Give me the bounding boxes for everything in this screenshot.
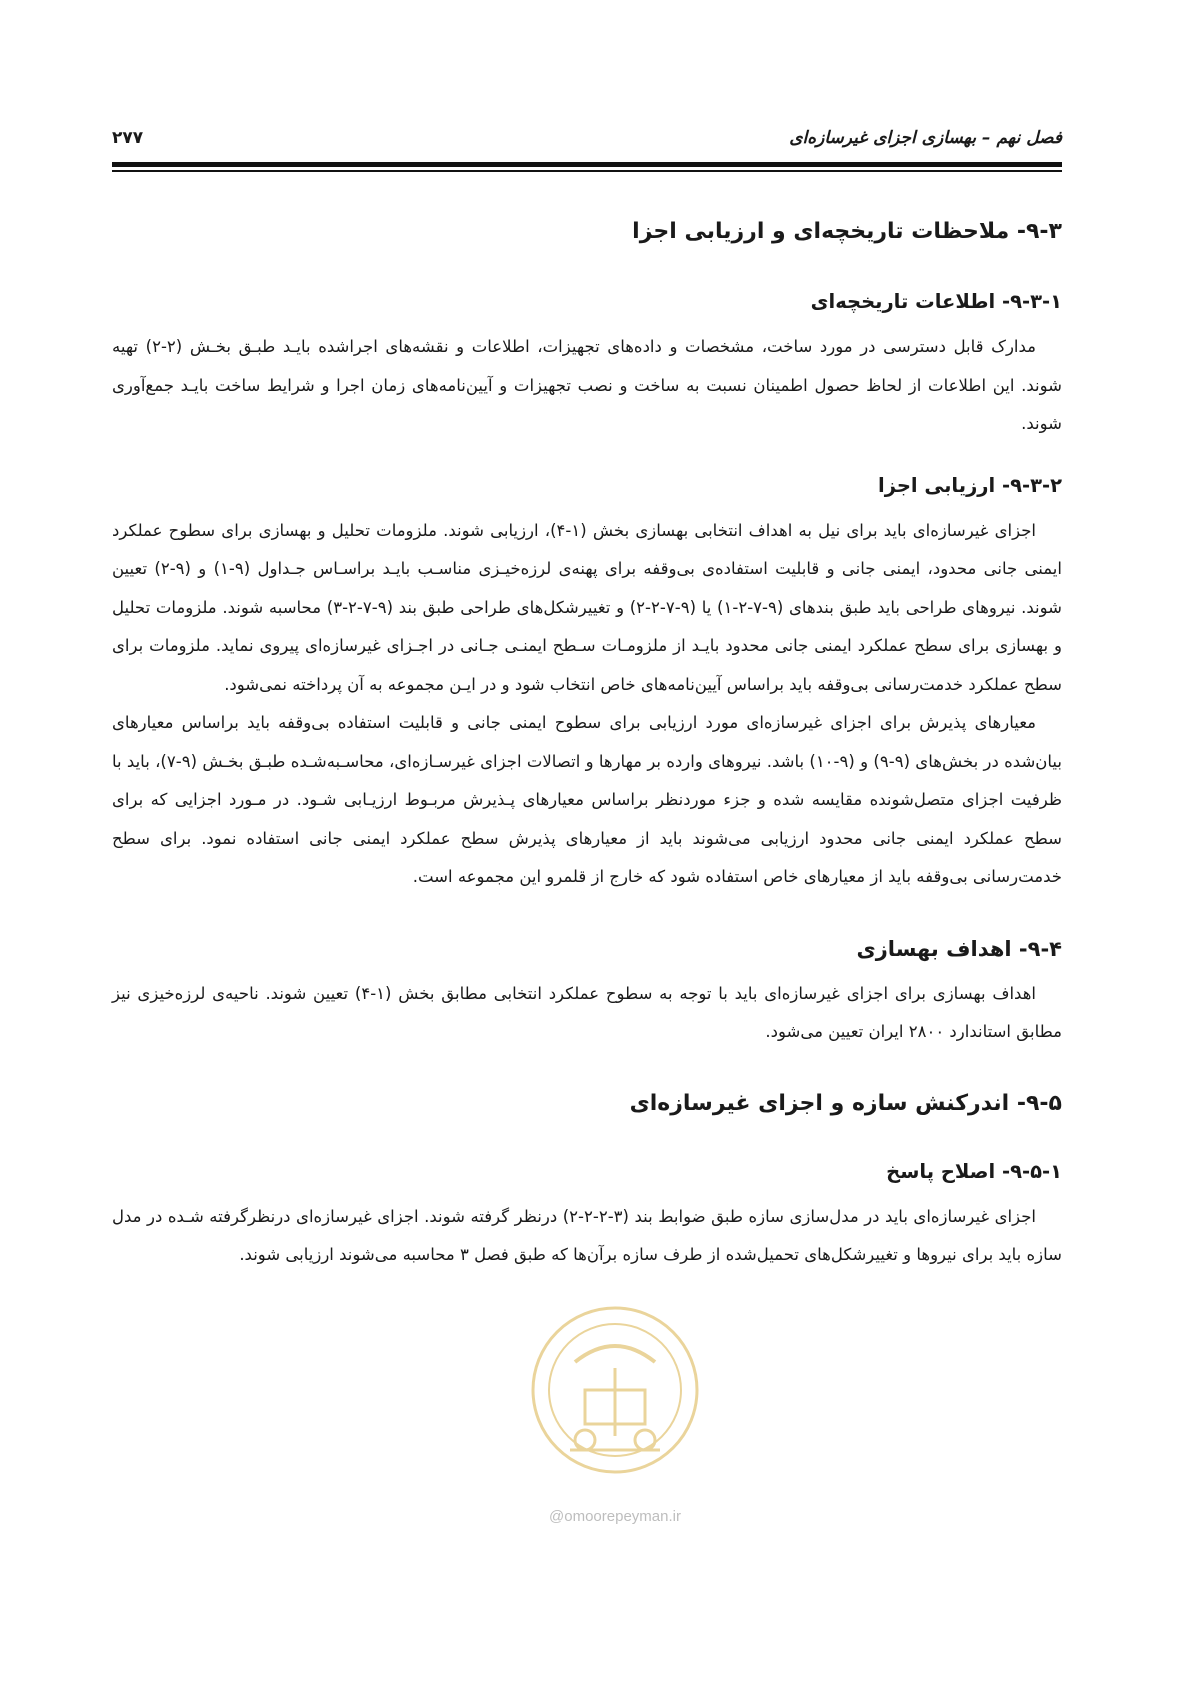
section-heading-9-5: ۹-۵- اندرکنش سازه و اجزای غیرسازه‌ای xyxy=(629,1090,1062,1116)
paragraph-9-4: اهداف بهسازی برای اجزای غیرسازه‌ای باید با توجه به سطوح عملکرد انتخابی مطابق بخش (۱-۴) تعیین شوند. ناحیه‌ی لرزه‌خیزی نیز مطابق استاندارد ۲۸۰۰ ایران تعیین می‌شود. xyxy=(112,983,1062,1041)
watermark-site: @omoorepeyman.ir xyxy=(549,1508,681,1525)
paragraph-9-3-1: مدارک قابل دسترسی در مورد ساخت، مشخصات و داده‌های تجهیزات، اطلاعات و نقشه‌های اجراشده بایـد طبـق بخـش (۲-۲) تهیه شوند. این اطلاعات از لحاظ حصول اطمینان نسبت به ساخت و نصب تجهیزات و آیین‌نامه‌های زمان اجرا و شرایط ساخت بایـد جمع‌آوری شوند. xyxy=(112,337,1062,433)
section-heading-9-3: ۹-۳- ملاحظات تاریخچه‌ای و ارزیابی اجزا xyxy=(632,219,1062,244)
paragraph-9-3-2-b: معیارهای پذیرش برای اجزای غیرسازه‌ای مورد ارزیابی برای سطوح ایمنی جانی و قابلیت استفاده بی‌وقفه باید براساس معیارهای بیان‌شده در بخش‌های (۹-۹) و (۹-۱۰) باشد. نیروهای وارده بر مهارها و اتصالات اجزای غیرسـازه‌ای، محاسـبه‌شـده طبـق بخـش (۹-۷)، باید با ظرفیت اجزای متصل‌شونده مقایسه شده و جزء موردنظر براساس معیارهای پـذیرش مربـوط ارزیـابی شـود. در مـورد اجزایی که برای سطح عملکرد ایمنی جانی محدود ارزیابی می‌شوند باید از معیارهای پذیرش سطح عملکرد ایمنی جانی استفاده نمود. برای سطح خدمت‌رسانی بی‌وقفه باید از معیارهای خاص استفاده شود که خارج از قلمرو این مجموعه است. xyxy=(112,713,1062,886)
subsection-heading-9-3-2: ۹-۳-۲- ارزیابی اجزا xyxy=(878,473,1062,497)
header-rule xyxy=(112,162,1062,167)
page-body xyxy=(112,200,1062,1275)
paragraph-9-3-2-a: اجزای غیرسازه‌ای باید برای نیل به اهداف انتخابی بهسازی بخش (۱-۴)، ارزیابی شوند. ملزومات تحلیل و بهسازی برای سطوح عملکرد ایمنی جانی محدود، ایمنی جانی و قابلیت استفاده‌ی بی‌وقفه برای پهنه‌ی لرزه‌خیـزی مناسـب بایـد براسـاس جـداول (۹-۱) و (۹-۲) تعیین شوند. نیروهای طراحی باید طبق بندهای (۹-۷-۲-۱) یا (۹-۷-۲-۲) و تغییرشکل‌های طراحی طبق بند (۹-۷-۲-۳) محاسبه شوند. ملزومات تحلیل و بهسازی برای سطح عملکرد ایمنی جانی محدود بایـد از ملزومـات سـطح ایمنـی جـانی در اجـزای غیرسازه‌ای پیروی نماید. ملزومات برای سطح عملکرد خدمت‌رسانی بی‌وقفه باید براساس آیین‌نامه‌های خاص انتخاب شود و در ایـن مجموعه به آن پرداخته نمی‌شود. xyxy=(112,520,1063,694)
subsection-heading-9-3-1: ۹-۳-۱- اطلاعات تاریخچه‌ای xyxy=(810,290,1062,313)
paragraph-9-5-1: اجزای غیرسازه‌ای باید در مدل‌سازی سازه طبق ضوابط بند (۳-۲-۲-۲) درنظر گرفته شوند. اجزای غیرسازه‌ای درنظرگرفته شـده در مدل سازه باید برای نیروها و تغییرشکل‌های تحمیل‌شده از طرف سازه برآن‌ها که طبق فصل ۳ محاسبه می‌شوند ارزیابی شوند. xyxy=(112,1206,1062,1264)
header-rule-thin xyxy=(112,170,1062,172)
watermark-logo xyxy=(515,1290,715,1550)
page-number: ۲۷۷ xyxy=(112,128,144,148)
subsection-heading-9-5-1: ۹-۵-۱- اصلاح پاسخ xyxy=(886,1159,1062,1183)
seal-icon xyxy=(515,1290,715,1500)
chapter-title: فصل نهم – بهسازی اجزای غیرسازه‌ای xyxy=(789,128,1062,148)
section-heading-9-4: ۹-۴- اهداف بهسازی xyxy=(856,936,1062,961)
running-header xyxy=(112,120,1062,156)
